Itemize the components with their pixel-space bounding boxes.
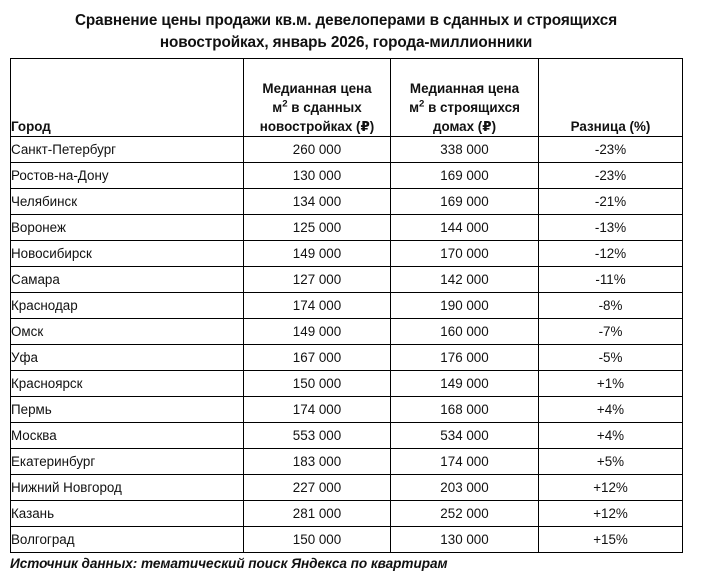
cell-difference: +15%: [539, 527, 683, 553]
cell-city: Красноярск: [11, 371, 244, 397]
cell-price-building: 160 000: [391, 319, 539, 345]
cell-price-done: 150 000: [244, 371, 391, 397]
column-header-done-line-1: Медианная цена: [262, 81, 372, 96]
table-row: [11, 423, 683, 449]
cell-price-building: 190 000: [391, 293, 539, 319]
cell-price-building: 169 000: [391, 163, 539, 189]
cell-city: Челябинск: [11, 189, 244, 215]
column-header-building-line-3: домах (₽): [432, 119, 497, 134]
table-row: [11, 449, 683, 475]
cell-price-done: 174 000: [244, 397, 391, 423]
cell-difference: -7%: [539, 319, 683, 345]
cell-city: Ростов-на-Дону: [11, 163, 244, 189]
table-body: [11, 137, 683, 553]
cell-city: Новосибирск: [11, 241, 244, 267]
cell-difference: -11%: [539, 267, 683, 293]
cell-difference: -21%: [539, 189, 683, 215]
cell-price-done: 281 000: [244, 501, 391, 527]
table-row: [11, 397, 683, 423]
table-row: [11, 345, 683, 371]
cell-difference: -8%: [539, 293, 683, 319]
table-row: [11, 527, 683, 553]
cell-city: Самара: [11, 267, 244, 293]
cell-price-building: 149 000: [391, 371, 539, 397]
cell-price-done: 183 000: [244, 449, 391, 475]
source-note: Источник данных: тематический поиск Яндекса по квартирам: [10, 556, 448, 571]
column-header-done: [244, 59, 391, 137]
table-row: [11, 293, 683, 319]
table-row: [11, 371, 683, 397]
table-row: [11, 163, 683, 189]
column-header-city: [11, 59, 244, 137]
comparison-table-container: [10, 58, 682, 553]
cell-difference: +1%: [539, 371, 683, 397]
cell-price-building: 130 000: [391, 527, 539, 553]
cell-city: Москва: [11, 423, 244, 449]
cell-price-done: 227 000: [244, 475, 391, 501]
cell-price-done: 127 000: [244, 267, 391, 293]
cell-city: Нижний Новгород: [11, 475, 244, 501]
table-row: [11, 215, 683, 241]
cell-difference: +4%: [539, 423, 683, 449]
cell-price-building: 170 000: [391, 241, 539, 267]
cell-price-building: 169 000: [391, 189, 539, 215]
comparison-table: [10, 58, 683, 553]
cell-difference: +12%: [539, 475, 683, 501]
cell-price-done: 134 000: [244, 189, 391, 215]
cell-difference: -5%: [539, 345, 683, 371]
cell-city: Краснодар: [11, 293, 244, 319]
column-header-done-line-2: $м^2$ в сданных: [272, 98, 362, 115]
table-header-row: [11, 59, 683, 137]
table-row: [11, 501, 683, 527]
column-header-building-line-2: $м^2$ в строящихся: [409, 98, 520, 115]
cell-price-building: 168 000: [391, 397, 539, 423]
cell-price-building: 534 000: [391, 423, 539, 449]
page-title: [10, 10, 682, 54]
page-title-line-1: Сравнение цены продажи кв.м. девелоперами в сданных и строящихся: [74, 12, 618, 29]
table-row: [11, 189, 683, 215]
cell-price-building: 203 000: [391, 475, 539, 501]
cell-price-building: 176 000: [391, 345, 539, 371]
cell-city: Уфа: [11, 345, 244, 371]
cell-city: Пермь: [11, 397, 244, 423]
column-header-difference-label: Разница (%): [570, 119, 651, 134]
cell-city: Воронеж: [11, 215, 244, 241]
cell-price-done: 149 000: [244, 319, 391, 345]
cell-difference: +12%: [539, 501, 683, 527]
cell-price-building: 338 000: [391, 137, 539, 163]
cell-price-building: 142 000: [391, 267, 539, 293]
cell-difference: +4%: [539, 397, 683, 423]
table-row: [11, 241, 683, 267]
column-header-difference: [539, 59, 683, 137]
table-header: [11, 59, 683, 137]
cell-price-done: 167 000: [244, 345, 391, 371]
column-header-done-line-3: новостройках (₽): [259, 119, 375, 134]
cell-price-done: 150 000: [244, 527, 391, 553]
cell-difference: -12%: [539, 241, 683, 267]
table-row: [11, 267, 683, 293]
table-row: [11, 475, 683, 501]
column-header-building: [391, 59, 539, 137]
column-header-city-label: Город: [11, 119, 51, 134]
cell-price-done: 130 000: [244, 163, 391, 189]
cell-price-building: 252 000: [391, 501, 539, 527]
column-header-building-line-1: Медианная цена: [409, 81, 520, 96]
cell-price-done: 174 000: [244, 293, 391, 319]
cell-city: Екатеринбург: [11, 449, 244, 475]
table-row: [11, 319, 683, 345]
cell-city: Волгоград: [11, 527, 244, 553]
cell-city: Казань: [11, 501, 244, 527]
cell-difference: -23%: [539, 137, 683, 163]
cell-city: Санкт-Петербург: [11, 137, 244, 163]
cell-price-done: 553 000: [244, 423, 391, 449]
table-row: [11, 137, 683, 163]
page-title-line-2: новостройках, январь 2026, города-миллионники: [159, 34, 533, 51]
cell-price-done: 149 000: [244, 241, 391, 267]
cell-difference: -13%: [539, 215, 683, 241]
cell-price-building: 174 000: [391, 449, 539, 475]
cell-difference: -23%: [539, 163, 683, 189]
cell-price-done: 260 000: [244, 137, 391, 163]
cell-price-building: 144 000: [391, 215, 539, 241]
cell-city: Омск: [11, 319, 244, 345]
cell-price-done: 125 000: [244, 215, 391, 241]
cell-difference: +5%: [539, 449, 683, 475]
